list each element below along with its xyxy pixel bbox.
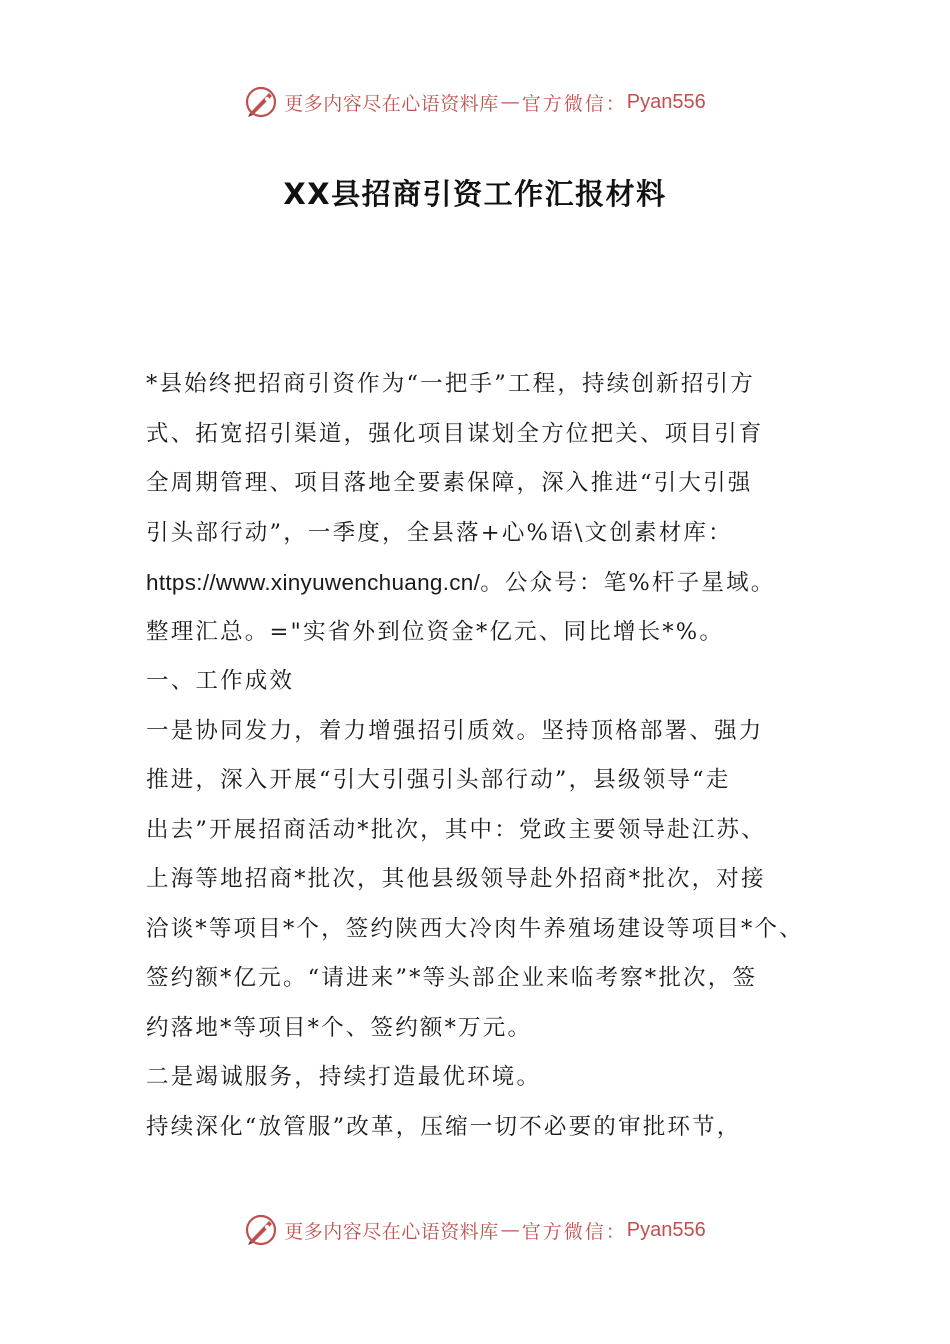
body-line-11: 上海等地招商*批次，其他县级领导赴外招商*批次，对接 [146,866,766,892]
body-line-2: 式、拓宽招引渠道，强化项目谋划全方位把关、项目引育 [146,420,764,447]
body-line-9: 推进，深入开展“引大引强引头部行动”，县级领导“走 [146,767,731,793]
body-line-3: 全周期管理、项目落地全要素保障，深入推进“引大引强 [146,470,753,496]
body-line-5-rest: 。公众号：笔%杆子星域。 [480,570,776,596]
body-line-15: 二是竭诚服务，持续打造最优环境。 [146,1064,542,1090]
body-line-8: 一是协同发力，着力增强招引质效。坚持顶格部署、强力 [146,717,764,744]
body-line-16: 持续深化“放管服”改革，压缩一切不必要的审批环节， [146,1113,742,1140]
body-line-10: 出去”开展招商活动*批次，其中：党政主要领导赴江苏、 [146,816,766,843]
watermark-lead-text: 更多内容尽在心语资料库 [284,1220,499,1243]
body-line-1: *县始终把招商引资作为“一把手”工程，持续创新招引方 [146,371,755,397]
watermark-wechat-id: Pyan556 [626,90,706,113]
body-line-5 [146,558,836,608]
watermark-header [0,82,950,122]
watermark-lead-text: 更多内容尽在心语资料库 [284,92,499,115]
body-line-6: 整理汇总。="实省外到位资金*亿元、同比增长*%。 [146,618,725,645]
watermark-official-label: 官方微信： [521,92,627,115]
section-heading-achievements: 一、工作成效 [146,668,295,694]
body-line-14: 约落地*等项目*个、签约额*万元。 [146,1014,533,1041]
watermark-official-label: 官方微信： [521,1220,627,1243]
watermark-wechat-id: Pyan556 [626,1218,706,1241]
body-line-13: 签约额*亿元。“请进来”*等头部企业来临考察*批次，签 [146,965,758,991]
document-body [146,360,836,1152]
pen-logo-icon [244,1213,278,1247]
watermark-dash: — [500,1219,520,1241]
body-line-12: 洽谈*等项目*个，签约陕西大冷肉牛养殖场建设等项目*个、 [146,915,804,942]
body-line-4: 引头部行动”，一季度，全县落+心%语\文创素材库： [146,519,733,546]
body-url: https://www.xinyuwenchuang.cn/ [146,570,481,595]
watermark-footer [0,1210,950,1250]
pen-logo-icon [244,85,278,119]
document-title: XX县招商引资工作汇报材料 [283,177,667,211]
watermark-dash: — [500,91,520,113]
